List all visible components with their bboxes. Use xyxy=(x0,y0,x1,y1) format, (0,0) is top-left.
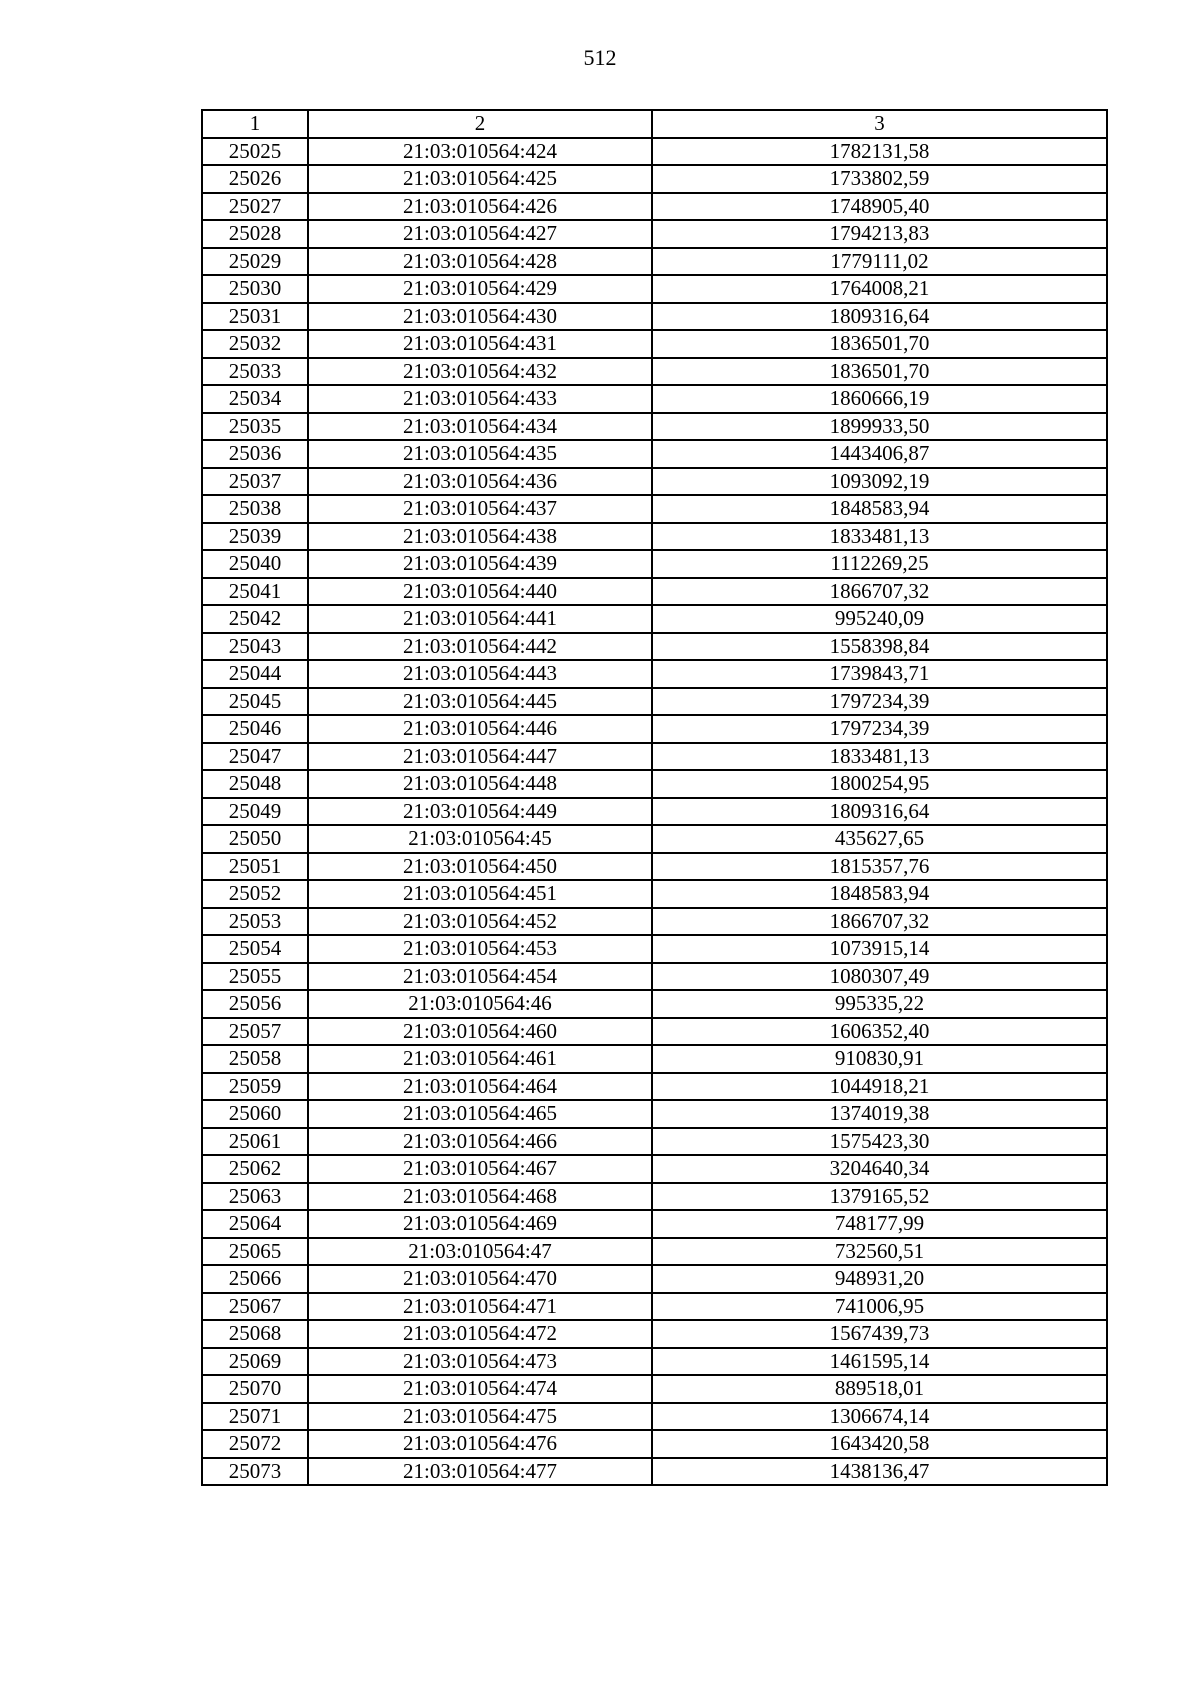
table-row xyxy=(202,275,1107,303)
table-cell-col-1: 25071 xyxy=(202,1403,308,1431)
table-cell-col-2: 21:03:010564:452 xyxy=(308,908,652,936)
table-cell-col-1: 25038 xyxy=(202,495,308,523)
table-cell-col-1: 25060 xyxy=(202,1100,308,1128)
table-cell-col-2: 21:03:010564:434 xyxy=(308,413,652,441)
table-cell-col-3: 1782131,58 xyxy=(652,138,1107,166)
table-row xyxy=(202,1100,1107,1128)
table-row xyxy=(202,605,1107,633)
table-cell-col-3: 1748905,40 xyxy=(652,193,1107,221)
table-cell-col-1: 25033 xyxy=(202,358,308,386)
table-cell-col-2: 21:03:010564:440 xyxy=(308,578,652,606)
table-cell-col-3: 948931,20 xyxy=(652,1265,1107,1293)
table-row xyxy=(202,440,1107,468)
table-cell-col-1: 25029 xyxy=(202,248,308,276)
table-cell-col-3: 1567439,73 xyxy=(652,1320,1107,1348)
table-cell-col-3: 1860666,19 xyxy=(652,385,1107,413)
table-cell-col-1: 25058 xyxy=(202,1045,308,1073)
table-row xyxy=(202,1403,1107,1431)
table-cell-col-1: 25053 xyxy=(202,908,308,936)
table-row xyxy=(202,468,1107,496)
table-cell-col-2: 21:03:010564:431 xyxy=(308,330,652,358)
table-cell-col-2: 21:03:010564:450 xyxy=(308,853,652,881)
table-row xyxy=(202,138,1107,166)
header-cell-2: 2 xyxy=(308,110,652,138)
table-cell-col-2: 21:03:010564:442 xyxy=(308,633,652,661)
table-cell-col-3: 1809316,64 xyxy=(652,303,1107,331)
table-cell-col-1: 25036 xyxy=(202,440,308,468)
table-cell-col-1: 25050 xyxy=(202,825,308,853)
table-row xyxy=(202,550,1107,578)
table-row xyxy=(202,825,1107,853)
table-cell-col-1: 25061 xyxy=(202,1128,308,1156)
table-cell-col-2: 21:03:010564:430 xyxy=(308,303,652,331)
table-cell-col-1: 25062 xyxy=(202,1155,308,1183)
table-cell-col-3: 1044918,21 xyxy=(652,1073,1107,1101)
table-cell-col-3: 1815357,76 xyxy=(652,853,1107,881)
table-cell-col-2: 21:03:010564:466 xyxy=(308,1128,652,1156)
table-cell-col-3: 1797234,39 xyxy=(652,715,1107,743)
table-cell-col-1: 25034 xyxy=(202,385,308,413)
table-row xyxy=(202,413,1107,441)
table-cell-col-2: 21:03:010564:448 xyxy=(308,770,652,798)
table-cell-col-3: 1438136,47 xyxy=(652,1458,1107,1486)
table-cell-col-1: 25072 xyxy=(202,1430,308,1458)
table-cell-col-1: 25056 xyxy=(202,990,308,1018)
table-cell-col-2: 21:03:010564:477 xyxy=(308,1458,652,1486)
table-row xyxy=(202,770,1107,798)
table-row xyxy=(202,495,1107,523)
table-cell-col-2: 21:03:010564:424 xyxy=(308,138,652,166)
table-cell-col-1: 25028 xyxy=(202,220,308,248)
table-cell-col-1: 25045 xyxy=(202,688,308,716)
table-cell-col-2: 21:03:010564:437 xyxy=(308,495,652,523)
table-cell-col-1: 25031 xyxy=(202,303,308,331)
table-cell-col-2: 21:03:010564:447 xyxy=(308,743,652,771)
table-cell-col-1: 25047 xyxy=(202,743,308,771)
table-cell-col-3: 1073915,14 xyxy=(652,935,1107,963)
table-cell-col-3: 910830,91 xyxy=(652,1045,1107,1073)
table-cell-col-2: 21:03:010564:439 xyxy=(308,550,652,578)
table-cell-col-3: 1779111,02 xyxy=(652,248,1107,276)
table-cell-col-3: 1866707,32 xyxy=(652,578,1107,606)
table-cell-col-3: 1833481,13 xyxy=(652,523,1107,551)
table-cell-col-2: 21:03:010564:460 xyxy=(308,1018,652,1046)
table-row xyxy=(202,1210,1107,1238)
page-number: 512 xyxy=(583,45,617,70)
table-cell-col-2: 21:03:010564:428 xyxy=(308,248,652,276)
table-row xyxy=(202,715,1107,743)
table-cell-col-2: 21:03:010564:441 xyxy=(308,605,652,633)
header-cell-1: 1 xyxy=(202,110,308,138)
table-cell-col-3: 1899933,50 xyxy=(652,413,1107,441)
table-cell-col-3: 1080307,49 xyxy=(652,963,1107,991)
table-cell-col-2: 21:03:010564:449 xyxy=(308,798,652,826)
table-cell-col-3: 995335,22 xyxy=(652,990,1107,1018)
table-body xyxy=(202,138,1107,1486)
table-cell-col-1: 25067 xyxy=(202,1293,308,1321)
table-row xyxy=(202,1320,1107,1348)
table-cell-col-3: 889518,01 xyxy=(652,1375,1107,1403)
table-cell-col-3: 1739843,71 xyxy=(652,660,1107,688)
table-row xyxy=(202,220,1107,248)
table-cell-col-2: 21:03:010564:438 xyxy=(308,523,652,551)
table-row xyxy=(202,688,1107,716)
header-row xyxy=(202,110,1107,138)
table-cell-col-3: 435627,65 xyxy=(652,825,1107,853)
table-cell-col-1: 25027 xyxy=(202,193,308,221)
table-cell-col-3: 1733802,59 xyxy=(652,165,1107,193)
data-table xyxy=(201,109,1108,1486)
table-row xyxy=(202,908,1107,936)
table-cell-col-3: 1443406,87 xyxy=(652,440,1107,468)
table-cell-col-2: 21:03:010564:472 xyxy=(308,1320,652,1348)
table-cell-col-2: 21:03:010564:425 xyxy=(308,165,652,193)
table-cell-col-3: 1112269,25 xyxy=(652,550,1107,578)
table-cell-col-2: 21:03:010564:433 xyxy=(308,385,652,413)
table-row xyxy=(202,358,1107,386)
table-row xyxy=(202,880,1107,908)
table-cell-col-3: 1866707,32 xyxy=(652,908,1107,936)
table-cell-col-1: 25048 xyxy=(202,770,308,798)
table-cell-col-3: 1794213,83 xyxy=(652,220,1107,248)
table-cell-col-1: 25052 xyxy=(202,880,308,908)
table-cell-col-2: 21:03:010564:454 xyxy=(308,963,652,991)
table-cell-col-1: 25025 xyxy=(202,138,308,166)
table-cell-col-1: 25068 xyxy=(202,1320,308,1348)
table-row xyxy=(202,963,1107,991)
table-cell-col-2: 21:03:010564:435 xyxy=(308,440,652,468)
table-cell-col-1: 25057 xyxy=(202,1018,308,1046)
table-cell-col-3: 1575423,30 xyxy=(652,1128,1107,1156)
table-cell-col-2: 21:03:010564:475 xyxy=(308,1403,652,1431)
table-cell-col-1: 25032 xyxy=(202,330,308,358)
table-row xyxy=(202,578,1107,606)
table-cell-col-1: 25063 xyxy=(202,1183,308,1211)
table-cell-col-2: 21:03:010564:436 xyxy=(308,468,652,496)
table-cell-col-2: 21:03:010564:47 xyxy=(308,1238,652,1266)
table-cell-col-1: 25043 xyxy=(202,633,308,661)
table-row xyxy=(202,853,1107,881)
table-cell-col-1: 25064 xyxy=(202,1210,308,1238)
table-cell-col-3: 1764008,21 xyxy=(652,275,1107,303)
table-cell-col-3: 1836501,70 xyxy=(652,330,1107,358)
table-row xyxy=(202,248,1107,276)
table-row xyxy=(202,385,1107,413)
table-row xyxy=(202,1375,1107,1403)
table-cell-col-2: 21:03:010564:432 xyxy=(308,358,652,386)
table-cell-col-1: 25030 xyxy=(202,275,308,303)
table-cell-col-3: 1643420,58 xyxy=(652,1430,1107,1458)
table-row xyxy=(202,1238,1107,1266)
table-cell-col-2: 21:03:010564:451 xyxy=(308,880,652,908)
table-cell-col-2: 21:03:010564:445 xyxy=(308,688,652,716)
table-cell-col-3: 1461595,14 xyxy=(652,1348,1107,1376)
table-row xyxy=(202,660,1107,688)
table-cell-col-3: 732560,51 xyxy=(652,1238,1107,1266)
table-row xyxy=(202,1128,1107,1156)
table-cell-col-1: 25054 xyxy=(202,935,308,963)
table-cell-col-3: 748177,99 xyxy=(652,1210,1107,1238)
table-row xyxy=(202,1293,1107,1321)
table-cell-col-3: 995240,09 xyxy=(652,605,1107,633)
table-cell-col-3: 1606352,40 xyxy=(652,1018,1107,1046)
table-cell-col-1: 25039 xyxy=(202,523,308,551)
table-cell-col-2: 21:03:010564:427 xyxy=(308,220,652,248)
table-row xyxy=(202,1073,1107,1101)
table-cell-col-2: 21:03:010564:461 xyxy=(308,1045,652,1073)
table-row xyxy=(202,1018,1107,1046)
table-row xyxy=(202,798,1107,826)
table-row xyxy=(202,1430,1107,1458)
table-cell-col-3: 1374019,38 xyxy=(652,1100,1107,1128)
table-cell-col-3: 1379165,52 xyxy=(652,1183,1107,1211)
table-cell-col-1: 25073 xyxy=(202,1458,308,1486)
table-cell-col-2: 21:03:010564:45 xyxy=(308,825,652,853)
table-cell-col-3: 1093092,19 xyxy=(652,468,1107,496)
table-header xyxy=(202,110,1107,138)
table-cell-col-1: 25037 xyxy=(202,468,308,496)
table-row xyxy=(202,935,1107,963)
table-cell-col-1: 25066 xyxy=(202,1265,308,1293)
table-cell-col-2: 21:03:010564:468 xyxy=(308,1183,652,1211)
header-cell-3: 3 xyxy=(652,110,1107,138)
table-row xyxy=(202,193,1107,221)
table-cell-col-3: 1797234,39 xyxy=(652,688,1107,716)
table-row xyxy=(202,1458,1107,1486)
table-cell-col-3: 1800254,95 xyxy=(652,770,1107,798)
table-cell-col-2: 21:03:010564:446 xyxy=(308,715,652,743)
table-cell-col-2: 21:03:010564:473 xyxy=(308,1348,652,1376)
table-cell-col-2: 21:03:010564:476 xyxy=(308,1430,652,1458)
table-cell-col-2: 21:03:010564:474 xyxy=(308,1375,652,1403)
table-cell-col-2: 21:03:010564:464 xyxy=(308,1073,652,1101)
table-row xyxy=(202,743,1107,771)
table-cell-col-1: 25051 xyxy=(202,853,308,881)
table-cell-col-2: 21:03:010564:429 xyxy=(308,275,652,303)
table-cell-col-2: 21:03:010564:471 xyxy=(308,1293,652,1321)
table-cell-col-2: 21:03:010564:443 xyxy=(308,660,652,688)
table-cell-col-1: 25035 xyxy=(202,413,308,441)
table-row xyxy=(202,165,1107,193)
table-cell-col-1: 25046 xyxy=(202,715,308,743)
table-cell-col-2: 21:03:010564:467 xyxy=(308,1155,652,1183)
table-cell-col-3: 1836501,70 xyxy=(652,358,1107,386)
table-cell-col-2: 21:03:010564:465 xyxy=(308,1100,652,1128)
table-cell-col-2: 21:03:010564:470 xyxy=(308,1265,652,1293)
table-cell-col-1: 25069 xyxy=(202,1348,308,1376)
table-cell-col-1: 25059 xyxy=(202,1073,308,1101)
table-cell-col-3: 741006,95 xyxy=(652,1293,1107,1321)
table-row xyxy=(202,990,1107,1018)
table-cell-col-2: 21:03:010564:469 xyxy=(308,1210,652,1238)
table-cell-col-3: 1306674,14 xyxy=(652,1403,1107,1431)
table-row xyxy=(202,1348,1107,1376)
table-cell-col-2: 21:03:010564:46 xyxy=(308,990,652,1018)
table-cell-col-3: 1833481,13 xyxy=(652,743,1107,771)
table-row xyxy=(202,1045,1107,1073)
table-cell-col-1: 25026 xyxy=(202,165,308,193)
table-cell-col-1: 25049 xyxy=(202,798,308,826)
table-cell-col-2: 21:03:010564:426 xyxy=(308,193,652,221)
table-cell-col-3: 3204640,34 xyxy=(652,1155,1107,1183)
table-cell-col-1: 25044 xyxy=(202,660,308,688)
table-row xyxy=(202,523,1107,551)
table-cell-col-1: 25070 xyxy=(202,1375,308,1403)
table-cell-col-1: 25040 xyxy=(202,550,308,578)
table-row xyxy=(202,303,1107,331)
table-cell-col-2: 21:03:010564:453 xyxy=(308,935,652,963)
table-row xyxy=(202,1183,1107,1211)
table-cell-col-1: 25042 xyxy=(202,605,308,633)
table-row xyxy=(202,633,1107,661)
table-cell-col-1: 25041 xyxy=(202,578,308,606)
table-cell-col-3: 1848583,94 xyxy=(652,880,1107,908)
table-row xyxy=(202,1155,1107,1183)
table-cell-col-3: 1848583,94 xyxy=(652,495,1107,523)
table-cell-col-1: 25065 xyxy=(202,1238,308,1266)
table-row xyxy=(202,330,1107,358)
table-cell-col-1: 25055 xyxy=(202,963,308,991)
table-cell-col-3: 1809316,64 xyxy=(652,798,1107,826)
table-cell-col-3: 1558398,84 xyxy=(652,633,1107,661)
table-row xyxy=(202,1265,1107,1293)
